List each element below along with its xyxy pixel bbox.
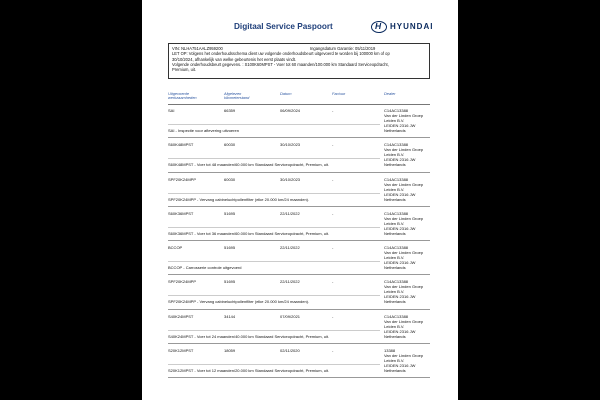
work-description: SPF20K24MPP - Vervang cabineluchtpollenfilter (elke 20.000 km/24 maanden). — [168, 196, 310, 202]
dealer-info: C14AC13388 Van der Linden Groep Leiden B.V. LEIDEN 2316 JW Netherlands — [384, 210, 424, 236]
table-row — [168, 207, 430, 241]
row-divider — [168, 330, 380, 331]
table-row — [168, 344, 430, 378]
dealer-info: C14AC13388 Van der Linden Groep Leiden B.V. LEIDEN 2316 JW Netherlands — [384, 279, 424, 305]
table-row — [168, 310, 430, 344]
work-code: S40K24MPST — [168, 313, 194, 319]
dealer-info: C14AC13388 Van der Linden Groep Leiden B.V. LEIDEN 2316 JW Netherlands — [384, 176, 424, 202]
service-date: 07/09/2021 — [280, 313, 301, 319]
row-divider — [168, 295, 380, 296]
brand-name: HYUNDAI — [390, 22, 434, 31]
notice-line-3: Volgende onderhoudsbeurt gegevens. : S100K60MPST - Voer tot 60 maanden/100.000 km Standaard Serviceopdracht, — [172, 61, 389, 67]
work-code: S20K12MPST — [168, 348, 194, 354]
work-code: SPF20K24MPP — [168, 279, 197, 285]
work-description: SAI - Inspectie voor aflevering uitvoeren — [168, 128, 239, 133]
mileage: 51695 — [224, 210, 236, 216]
dealer-info: C14AC13388 Van der Linden Groep Leiden B.V. LEIDEN 2316 JW Netherlands — [384, 108, 424, 133]
work-code: S60K36MPST — [168, 210, 194, 216]
service-passport-page — [142, 0, 458, 400]
mileage: 18059 — [224, 348, 236, 354]
table-row — [168, 241, 430, 275]
header-work: Uitgevoerde werkzaamheden — [168, 91, 197, 101]
work-code: BCCOP — [168, 245, 183, 251]
header-dealer: Dealer — [384, 91, 396, 96]
header — [142, 20, 458, 36]
invoice: - — [332, 279, 334, 285]
invoice: - — [332, 348, 334, 354]
work-description: S60K48MPST - Voer tot 48 maanden/60.000 km Standaard Serviceopdracht, Premium, uit. — [168, 162, 330, 168]
dealer-info: 13388 Van der Linden Groep Leiden B.V. LEIDEN 2316 JW Netherlands — [384, 348, 424, 374]
header-km: Afgelezen kilometerstand — [224, 91, 250, 101]
work-description: S20K12MPST - Voer tot 12 maanden/20.000 km Standaard Serviceopdracht, Premium, uit. — [168, 368, 330, 374]
row-divider — [168, 261, 380, 262]
table-row — [168, 173, 430, 207]
row-divider — [168, 364, 380, 365]
work-description: BCCOP - Carrosserie controle uitgevoerd — [168, 265, 242, 271]
mileage: 66359 — [224, 108, 236, 113]
notice-line-2: 30/10/2024, afhankelijk van welke gebeurtenis het eerst plaats vindt. — [172, 56, 297, 62]
service-date: 30/10/2023 — [280, 176, 301, 182]
work-description: S40K24MPST - Voer tot 24 maanden/40.000 km Standaard Serviceopdracht, Premium, uit. — [168, 333, 330, 339]
table-header — [168, 92, 430, 104]
invoice: - — [332, 313, 334, 319]
invoice: - — [332, 245, 334, 251]
invoice: - — [332, 142, 334, 148]
table-row — [168, 275, 430, 309]
header-date: Datum — [280, 91, 292, 96]
invoice: - — [332, 210, 334, 216]
warranty-start-date: Ingangsdatum Garantie: 05/11/2019 — [310, 46, 376, 51]
row-divider — [168, 193, 380, 194]
header-invoice: Factuur — [332, 91, 346, 96]
dealer-info: C14AC13388 Van der Linden Groep Leiden B.V. LEIDEN 2316 JW Netherlands — [384, 313, 424, 339]
notice-line-1: LET OP: Volgens het onderhoudsschema dient uw volgende onderhoudsbeurt uitgevoerd te worden bij 100000 km of op — [172, 51, 390, 57]
notice-line-4: Premium, uit. — [172, 67, 197, 73]
service-date: 22/11/2022 — [280, 210, 300, 216]
page-title: Digitaal Service Paspoort — [234, 22, 333, 31]
row-divider — [168, 158, 380, 159]
work-code: S60K48MPST — [168, 142, 194, 148]
work-code: SPF20K24MPP — [168, 176, 197, 182]
vin-label: VIN: NLHA751AALZ959200 — [172, 46, 223, 51]
service-date: 02/11/2020 — [280, 348, 300, 354]
service-date: 30/10/2023 — [280, 142, 301, 148]
dealer-info: C14AC13388 Van der Linden Groep Leiden B.V. LEIDEN 2316 JW Netherlands — [384, 142, 424, 168]
service-date: 22/11/2022 — [280, 279, 300, 285]
hyundai-logo-icon: H — [371, 21, 387, 33]
dealer-info: C14AC13388 Van der Linden Groep Leiden B.V. LEIDEN 2316 JW Netherlands — [384, 245, 424, 271]
work-description: SPF20K24MPP - Vervang cabineluchtpollenfilter (elke 20.000 km/24 maanden). — [168, 299, 310, 305]
mileage: 51695 — [224, 245, 236, 251]
invoice: - — [332, 176, 334, 182]
service-history-table — [168, 92, 430, 378]
invoice: - — [332, 108, 334, 113]
row-divider — [168, 124, 380, 125]
info-box — [168, 43, 430, 79]
work-code: SAI — [168, 108, 175, 113]
mileage: 34144 — [224, 313, 236, 319]
table-row — [168, 104, 430, 138]
row-divider — [168, 227, 380, 228]
work-description: S60K36MPST - Voer tot 36 maanden/60.000 km Standaard Serviceopdracht, Premium, uit. — [168, 230, 330, 236]
mileage: 60030 — [224, 142, 236, 148]
service-date: 22/11/2022 — [280, 245, 300, 251]
table-row — [168, 138, 430, 172]
service-date: 06/09/2024 — [280, 108, 301, 113]
mileage: 60030 — [224, 176, 236, 182]
mileage: 51695 — [224, 279, 236, 285]
